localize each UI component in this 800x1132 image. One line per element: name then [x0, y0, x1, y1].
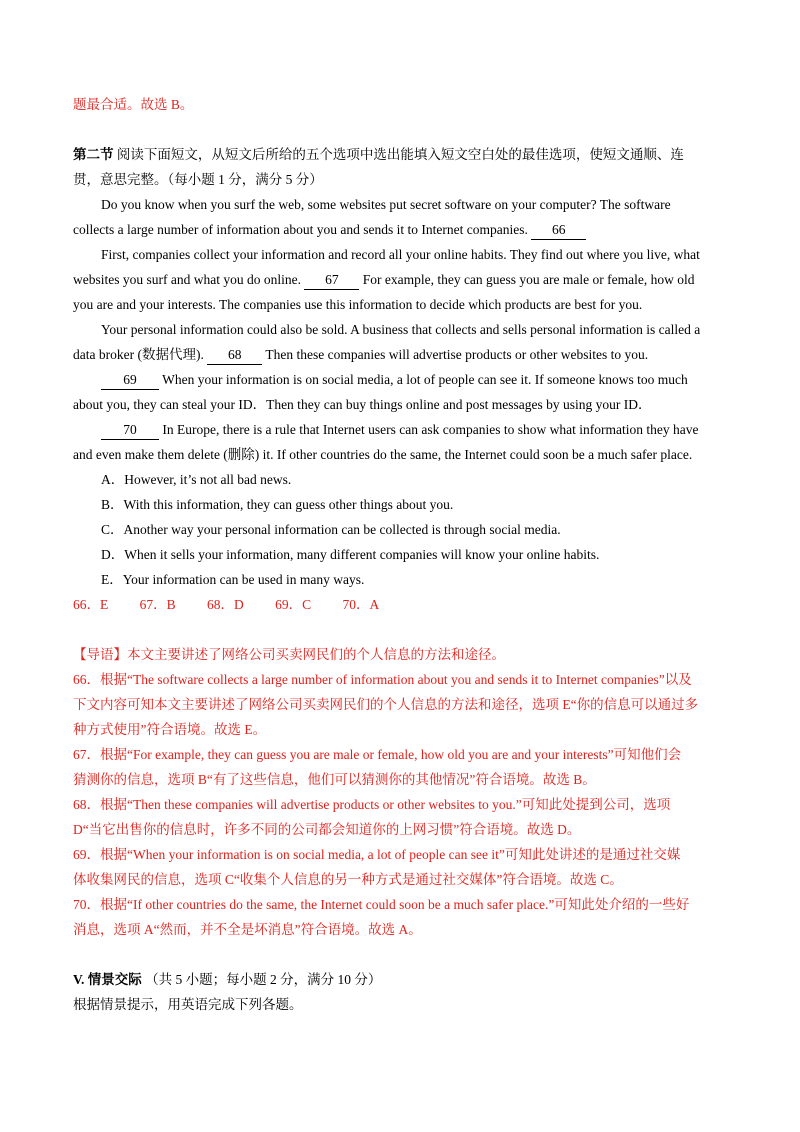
explanation-70: 70．根据“If other countries do the same, the Internet could soon be a much safer place.”可知此处介绍的一些好	[73, 897, 690, 912]
passage-line: data broker (数据代理). 68 Then these companies will advertise products or other websites to you.	[73, 342, 728, 367]
option-c: C．Another way your personal information can be collected is through social media.	[101, 522, 561, 537]
passage-line: collects a large number of information about you and sends it to Internet companies. 66	[73, 217, 728, 242]
option-a: A．However, it’s not all bad news.	[101, 472, 292, 487]
answer-70: 70．A	[342, 597, 380, 612]
section2-instruction-text: 阅读下面短文，从短文后所给的五个选项中选出能填入短文空白处的最佳选项，使短文通顺、连	[116, 147, 684, 162]
explanation-69: 体收集网民的信息，选项 C“收集个人信息的另一种方式是通过社交媒体”符合语境。故选 C。	[73, 872, 623, 887]
passage-line: 70 In Europe, there is a rule that Internet users can ask companies to show what information they have	[73, 417, 728, 442]
option-e: E．Your information can be used in many ways.	[101, 572, 365, 587]
answer-69: 69．C	[275, 597, 312, 612]
option-d: D．When it sells your information, many different companies will know your online habits.	[101, 547, 600, 562]
passage-line: Do you know when you surf the web, some websites put secret software on your computer? The software	[101, 197, 671, 212]
blank-69: 69	[101, 371, 159, 390]
section5-note: （共 5 小题；每小题 2 分，满分 10 分）	[145, 972, 382, 987]
section5-instruction: 根据情景提示，用英语完成下列各题。	[73, 997, 303, 1012]
explanation-68: D“当它出售你的信息时，许多不同的公司都会知道你的上网习惯”符合语境。故选 D。	[73, 822, 581, 837]
document-page	[73, 92, 728, 1017]
passage-line: websites you surf and what you do online. 67 For example, they can guess you are male or female, how old	[73, 267, 728, 292]
explanation-70: 消息，选项 A“然而，并不全是坏消息”符合语境。故选 A。	[73, 922, 422, 937]
answer-key	[73, 592, 728, 617]
explanation-69: 69．根据“When your information is on social media, a lot of people can see it”可知此处讲述的是通过社交媒	[73, 847, 681, 862]
explanation-66: 66．根据“The software collects a large number of information about you and sends it to Internet companies”以及	[73, 672, 692, 687]
passage-line: First, companies collect your information and record all your online habits. They find out where you live, what	[101, 247, 700, 262]
passage-line: about you, they can steal your ID．Then they can buy things online and post messages by using your ID．	[73, 397, 652, 412]
passage-line: 69 When your information is on social media, a lot of people can see it. If someone knows too much	[73, 367, 728, 392]
section2-heading: 第二节	[73, 147, 114, 162]
blank-67: 67	[304, 271, 359, 290]
section5-title	[73, 967, 728, 992]
explanation-66: 种方式使用”符合语境。故选 E。	[73, 722, 267, 737]
blank-70: 70	[101, 421, 159, 440]
previous-answer-tail: 题最合适。故选 B。	[73, 97, 194, 112]
explanation-67: 67．根据“For example, they can guess you are male or female, how old you are and your interests”可知他们会	[73, 747, 682, 762]
passage-line: Your personal information could also be sold. A business that collects and sells personal information is called a	[101, 322, 701, 337]
passage-line: you are and your interests. The companies use this information to decide which products are best for you.	[73, 297, 643, 312]
blank-68: 68	[207, 346, 262, 365]
answer-66: 66．E	[73, 597, 109, 612]
explanation-67: 猜测你的信息，选项 B“有了这些信息，他们可以猜测你的其他情况”符合语境。故选 B。	[73, 772, 596, 787]
passage-line: and even make them delete (删除) it. If other countries do the same, the Internet could soon be a much safer place.	[73, 447, 693, 462]
answer-68: 68．D	[207, 597, 244, 612]
blank-66: 66	[531, 221, 586, 240]
answer-67: 67．B	[139, 597, 176, 612]
explanation-66: 下文内容可知本文主要讲述了网络公司买卖网民们的个人信息的方法和途径，选项 E“你的信息可以通过多	[73, 697, 699, 712]
section2-instruction-line2: 贯，意思完整。（每小题 1 分，满分 5 分）	[73, 172, 323, 187]
option-b: B．With this information, they can guess other things about you.	[101, 497, 454, 512]
section5-heading: V. 情景交际	[73, 972, 142, 987]
explanation-guide: 【导语】本文主要讲述了网络公司买卖网民们的个人信息的方法和途径。	[73, 647, 505, 662]
explanation-68: 68．根据“Then these companies will advertise products or other websites to you.”可知此处提到公司，选项	[73, 797, 671, 812]
section2-instruction-line1	[73, 142, 728, 167]
